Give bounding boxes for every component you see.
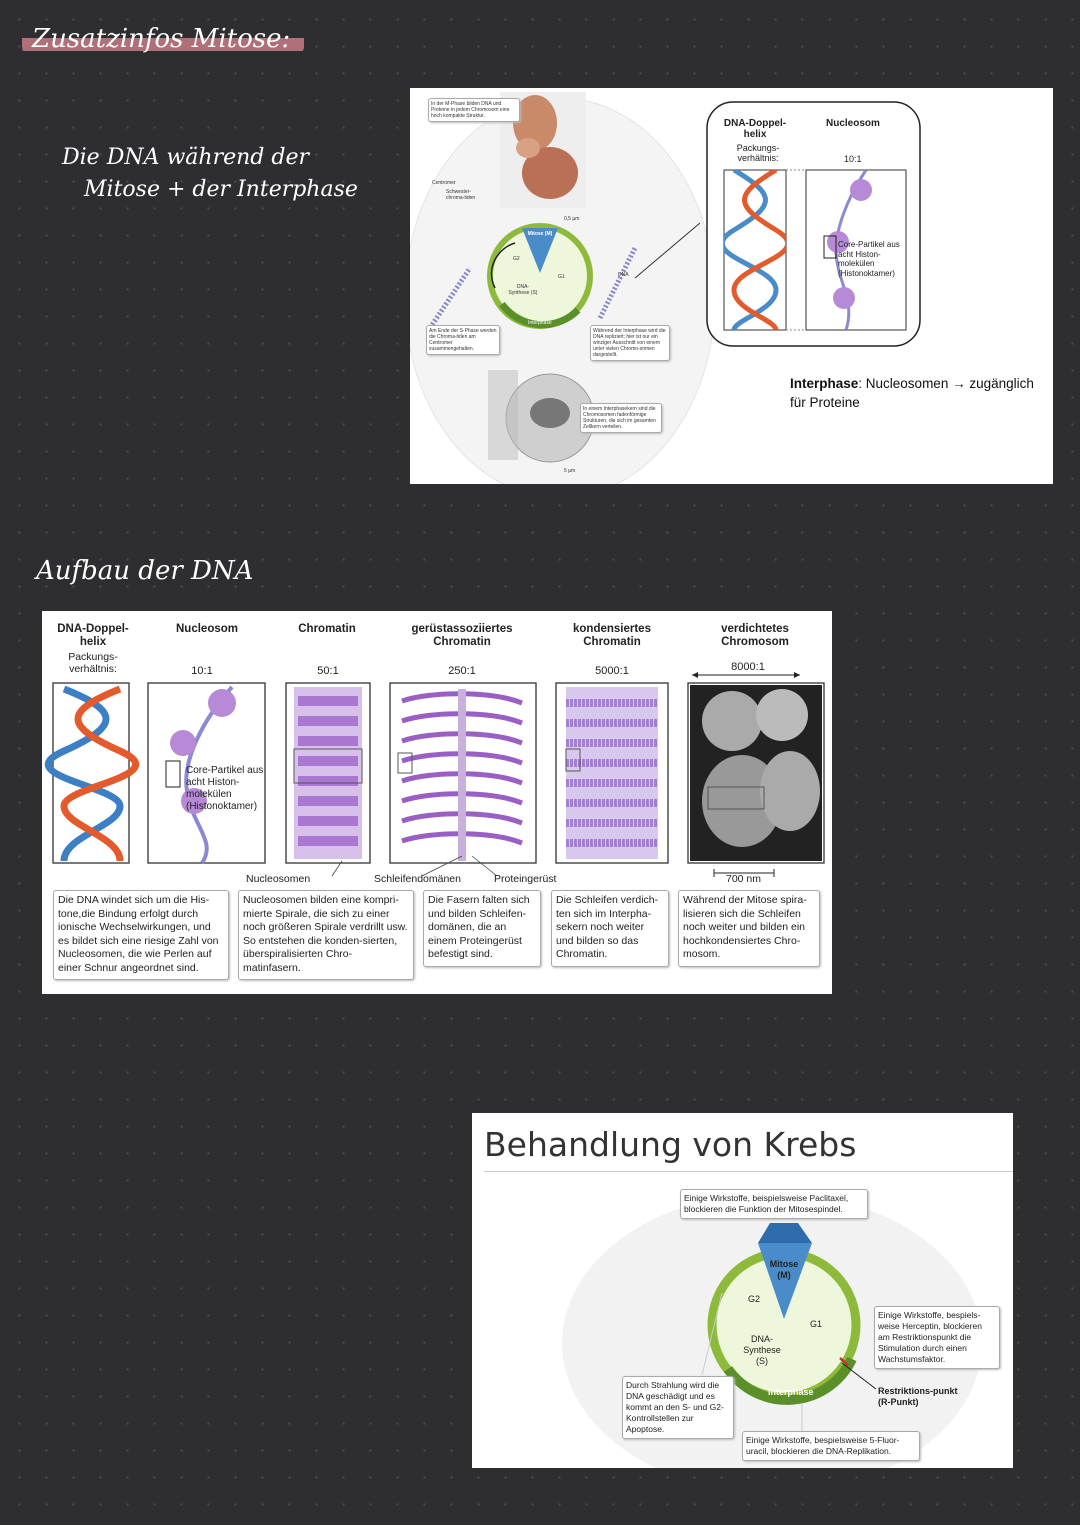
col-geruest-title: gerüstassoziiertes Chromatin bbox=[411, 623, 513, 648]
col-nucleosom-title: Nucleosom bbox=[176, 623, 238, 635]
label-schleifendomaenen: Schleifendomänen bbox=[374, 873, 461, 885]
label-dna: DNA bbox=[618, 272, 629, 278]
inset-helix-title: DNA-Doppel-helix bbox=[723, 118, 787, 140]
box-fluoruracil: Einige Wirkstoffe, bespielsweise 5-Fluor-uracil, blockieren die DNA-Replikation. bbox=[742, 1431, 920, 1461]
krebs-cycle-interphase: Interphase bbox=[768, 1387, 814, 1397]
label-proteingeruest: Proteingerüst bbox=[494, 873, 557, 885]
interphase-note-bold: Interphase bbox=[790, 376, 859, 391]
col-kondensiert-title: kondensiertes Chromatin bbox=[573, 623, 651, 648]
inset-helix-image bbox=[724, 170, 786, 330]
label-scale-700nm: 700 nm bbox=[726, 873, 762, 885]
mitosis-interphase-figure bbox=[410, 88, 1053, 484]
caption-chromatin: Nucleosomen bilden eine kompri-mierte Spirale, die sich zu einer noch größeren Spirale verdrillt usw. So entstehen die konden-sierten, überspiralisierten Chro-matinfasern. bbox=[238, 890, 414, 980]
box-herceptin: Einige Wirkstoffe, bespiels-weise Herceptin, blockieren am Restriktionspunkt die Stimulation durch einen Wachstumsfaktor. bbox=[874, 1306, 1000, 1369]
caption-geruest: Die Fasern falten sich und bilden Schleifen-domänen, die an einem Proteingerüst befestigt sind. bbox=[423, 890, 541, 967]
ratio-nucleosom: 10:1 bbox=[191, 665, 213, 677]
label-mphase: In der M-Phase bilden DNA und Proteine in jedem Chromosom eine hoch kompakte Struktur. bbox=[428, 98, 520, 122]
chromatin-image bbox=[294, 687, 362, 859]
cycle-g1-label: G1 bbox=[558, 274, 565, 280]
condensed-chromosome-image bbox=[690, 685, 822, 861]
col-chromosom-title: verdichtetes Chromosom bbox=[721, 623, 789, 648]
col-chromatin-title: Chromatin bbox=[298, 623, 356, 635]
krebs-title: Behandlung von Krebs bbox=[484, 1125, 857, 1164]
interphase-note bbox=[790, 374, 1052, 412]
label-sphase: Am Ende der S-Phase werden die Chroma-tiden am Centromer zusammengehalten. bbox=[426, 325, 500, 355]
scale-bottom: 5 µm bbox=[564, 468, 576, 474]
cycle-interphase-label: Interphase bbox=[528, 320, 552, 326]
ratio-chromatin: 50:1 bbox=[317, 665, 339, 677]
cycle-g2-label: G2 bbox=[513, 256, 520, 262]
krebs-cycle-g1: G1 bbox=[810, 1319, 823, 1329]
caption-chromosom: Während der Mitose spira-lisieren sich die Schleifen noch weiter und bilden ein hochkondensiertes Chro-mosom. bbox=[678, 890, 820, 967]
col-helix-packing: Packungs-verhältnis: bbox=[68, 651, 118, 675]
label-centromer: Centromer bbox=[432, 180, 456, 186]
heading-aufbau-dna: Aufbau der DNA bbox=[36, 556, 254, 586]
inset-nucleosom-title: Nucleosom bbox=[826, 118, 880, 129]
box-strahlung: Durch Strahlung wird die DNA geschädigt und es kommt an den S- und G2-Kontrollstellen zur Apoptose. bbox=[622, 1376, 734, 1439]
subheading-dna-mitose bbox=[62, 142, 358, 206]
caption-kondensiert: Die Schleifen verdich-ten sich im Interpha-sekern noch weiter und bilden so das Chromatin. bbox=[551, 890, 669, 967]
krebs-cycle-mitose: Mitose (M) bbox=[769, 1259, 799, 1280]
krebs-cycle-g2: G2 bbox=[748, 1294, 761, 1304]
ratio-kondensiert: 5000:1 bbox=[595, 665, 629, 677]
label-schwesterchromatiden: Schwester-chroma-tiden bbox=[446, 189, 476, 201]
core-particle-label: Core-Partikel aus acht Histon-molekülen (Histonoktamer) bbox=[186, 765, 264, 812]
label-interphase-replication: Während der Interphase wird die DNA repliziert; hier ist nur ein winziger Ausschnitt von einem unter vielen Chromo-somen dargestellt. bbox=[590, 325, 670, 361]
krebs-cell-cycle bbox=[472, 1113, 1013, 1468]
ratio-chromosom: 8000:1 bbox=[731, 661, 765, 673]
scale-top: 0,5 µm bbox=[564, 216, 580, 222]
dna-structure-figure bbox=[42, 611, 832, 994]
subheading-line-1: Die DNA während der bbox=[62, 145, 309, 170]
col-helix-title: DNA-Doppel-helix bbox=[57, 623, 129, 648]
label-interphase-kern: In einem Interphasekern sind die Chromosomen fadenförmige Strukturen, die sich im gesamten Zellkern verteilen. bbox=[580, 403, 662, 433]
label-nucleosomen: Nucleosomen bbox=[246, 873, 311, 885]
cycle-synthese-label: DNA-Synthese (S) bbox=[508, 284, 538, 296]
cycle-mitose-label: Mitose (M) bbox=[527, 231, 553, 237]
inset-packing-label: Packungs-verhältnis: bbox=[736, 143, 780, 163]
krebs-cycle-synthese: DNA-Synthese (S) bbox=[743, 1334, 781, 1366]
label-restriktionspunkt: Restriktions-punkt (R-Punkt) bbox=[878, 1386, 958, 1407]
heading-zusatzinfos: Zusatzinfos Mitose: bbox=[22, 22, 304, 58]
ratio-geruest: 250:1 bbox=[448, 665, 476, 677]
inset-core-label: Core-Partikel aus acht Histon-molekülen (Histonoktamer) bbox=[838, 240, 900, 278]
caption-helix: Die DNA windet sich um die His-tone,die Bindung erfolgt durch ionische Wechselwirkungen, und es bildet sich eine riesige Zahl von Nucleosomen, die wie Perlen auf einer Schnur angeordnet sind. bbox=[53, 890, 229, 980]
interphase-note-text: : Nucleosomen → zugänglich für Proteine bbox=[790, 376, 1034, 410]
cancer-treatment-figure bbox=[472, 1113, 1013, 1468]
inset-ratio: 10:1 bbox=[844, 154, 862, 164]
condensed-chromatin-image bbox=[566, 687, 658, 859]
box-paclitaxel: Einige Wirkstoffe, beispielsweise Paclitaxel, blockieren die Funktion der Mitosespindel. bbox=[680, 1189, 868, 1219]
subheading-line-2: Mitose + der Interphase bbox=[84, 177, 358, 202]
